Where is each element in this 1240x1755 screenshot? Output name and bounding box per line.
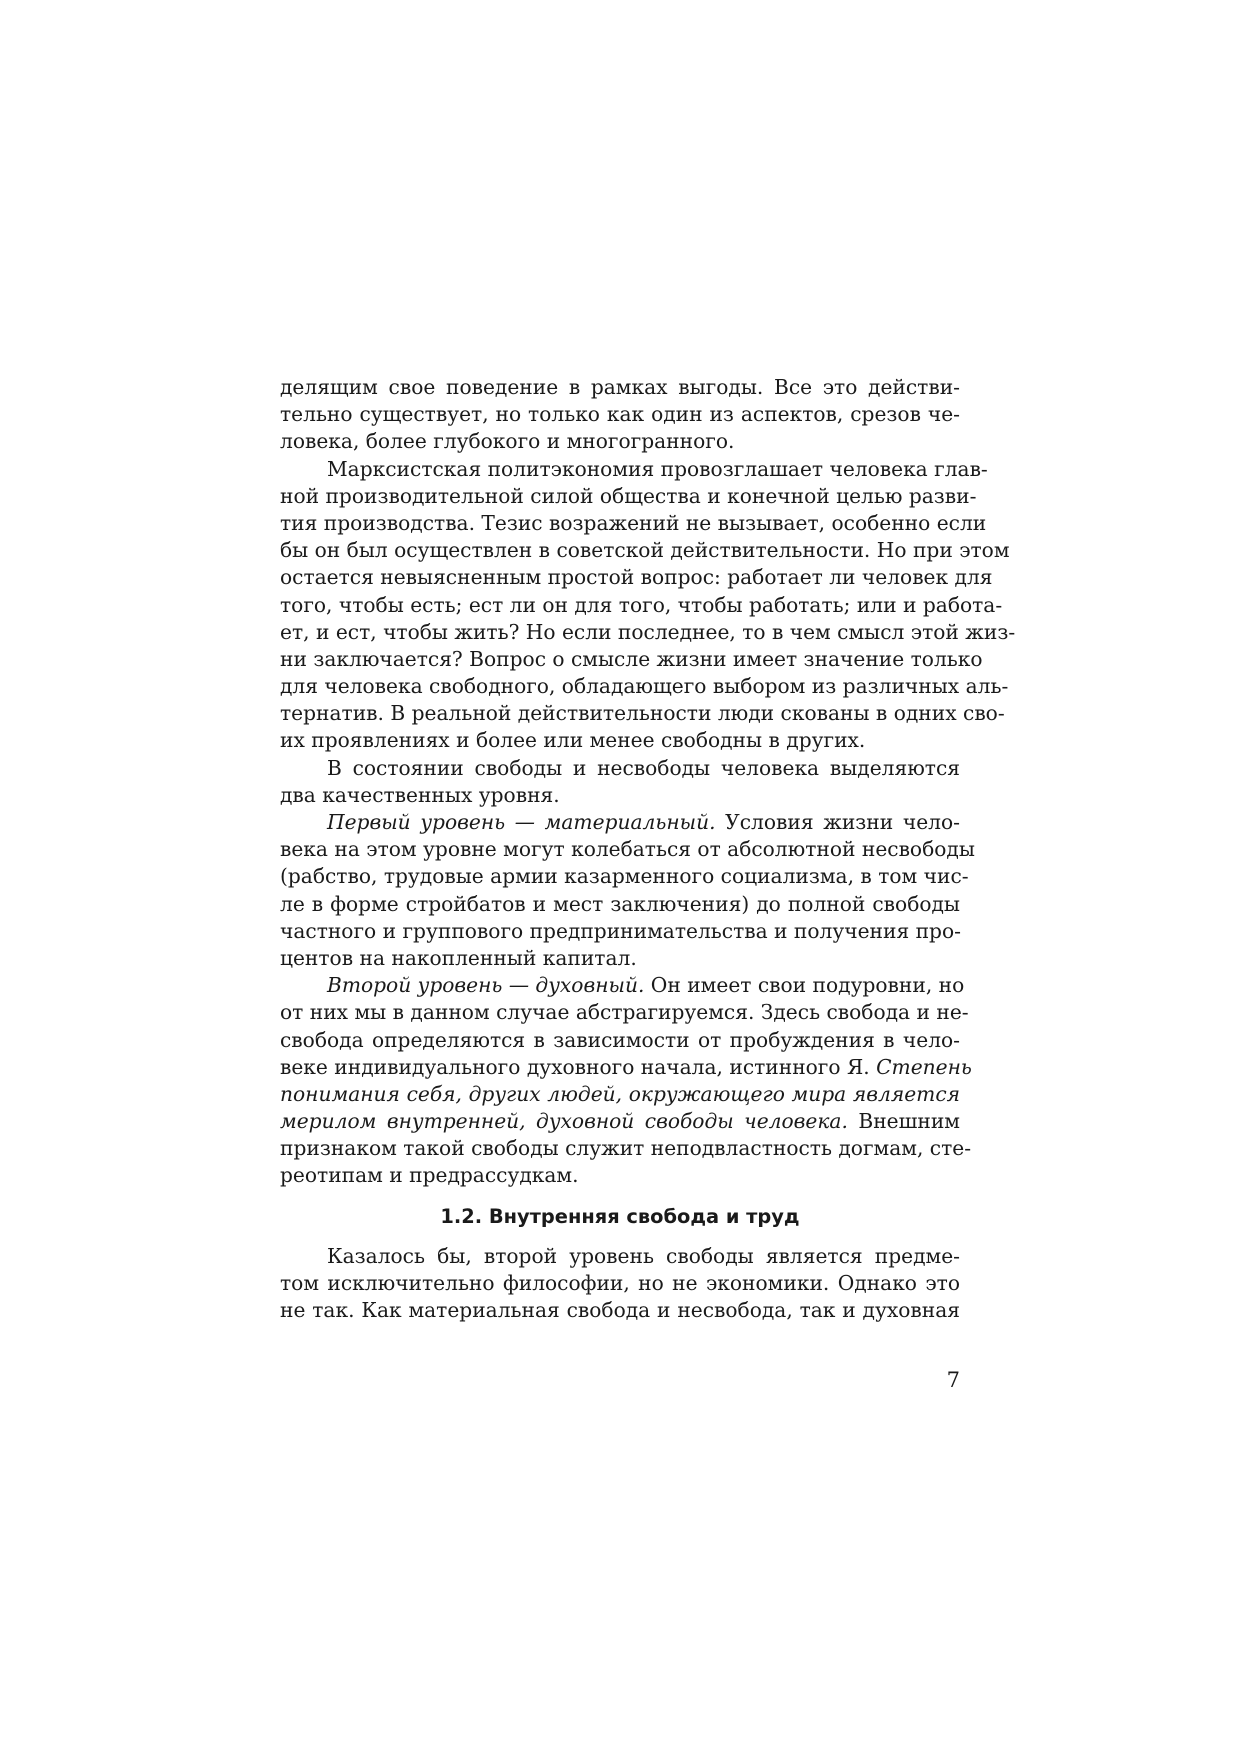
line-text: (рабство, трудовые армии казарменного социализма, в том чис- bbox=[280, 864, 969, 889]
text-line bbox=[280, 891, 960, 918]
line-text: их проявлениях и более или менее свободны в других. bbox=[280, 728, 866, 753]
text-line bbox=[280, 619, 1016, 646]
line-text: ной производительной силой общества и конечной целью разви- bbox=[280, 483, 977, 508]
text-line bbox=[280, 401, 960, 428]
line-text: тернатив. В реальной действительности люди скованы в одних сво- bbox=[280, 701, 1005, 726]
line-text: делящим свое поведение в рамках выгоды. Все это действи- bbox=[280, 375, 960, 399]
line-text: два качественных уровня. bbox=[280, 782, 560, 807]
text-line bbox=[280, 1108, 960, 1135]
line-text: реотипам и предрассудкам. bbox=[280, 1163, 579, 1188]
text-line bbox=[280, 428, 960, 455]
text-line bbox=[280, 727, 960, 754]
text-line bbox=[280, 374, 960, 401]
line-text: для человека свободного, обладающего выбором из различных аль- bbox=[280, 674, 1009, 699]
text-line bbox=[280, 945, 960, 972]
line-text: Условия жизни чело- bbox=[715, 810, 960, 834]
line-text: центов на накопленный капитал. bbox=[280, 945, 637, 970]
text-line bbox=[280, 972, 965, 999]
line-text: тия производства. Тезис возражений не вызывает, особенно если bbox=[280, 510, 987, 535]
text-line bbox=[280, 456, 988, 483]
text-line bbox=[280, 1243, 960, 1270]
line-text: ет, и ест, чтобы жить? Но если последнее, то в чем смысл этой жиз- bbox=[280, 619, 1016, 644]
text-line bbox=[280, 1081, 960, 1108]
line-text: частного и группового предпринимательства и получения про- bbox=[280, 918, 961, 943]
italic-text: Степень bbox=[869, 1054, 972, 1079]
text-line bbox=[280, 537, 1010, 564]
line-text: ловека, более глубокого и многогранного. bbox=[280, 429, 735, 454]
text-line bbox=[280, 592, 1003, 619]
text-line bbox=[280, 1270, 960, 1297]
text-line bbox=[280, 673, 1009, 700]
text-line bbox=[280, 483, 977, 510]
line-text: того, чтобы есть; ест ли он для того, чтобы работать; или и работа- bbox=[280, 592, 1003, 617]
line-text: веке индивидуального духовного начала, истинного Я. bbox=[280, 1054, 870, 1079]
line-text: Казалось бы, второй уровень свободы является предме- bbox=[327, 1243, 960, 1268]
line-text: Он имеет свои подуровни, но bbox=[644, 973, 965, 998]
line-text: остается невыясненным простой вопрос: работает ли человек для bbox=[280, 565, 993, 590]
line-text: Марксистская политэкономия провозглашает человека глав- bbox=[327, 456, 988, 481]
text-line bbox=[280, 918, 960, 945]
text-line bbox=[280, 1135, 972, 1162]
line-text: от них мы в данном случае абстрагируемся. Здесь свобода и не- bbox=[280, 1000, 969, 1025]
line-text: признаком такой свободы служит неподвластность догмам, сте- bbox=[280, 1136, 972, 1161]
line-text: тельно существует, но только как один из аспектов, срезов че- bbox=[280, 402, 960, 427]
line-text: бы он был осуществлен в советской действительности. Но при этом bbox=[280, 538, 1010, 563]
line-text: свобода определяются в зависимости от пробуждения в чело- bbox=[280, 1027, 960, 1052]
italic-text: Первый уровень — материальный. bbox=[327, 810, 716, 834]
line-text: том исключительно философии, но не экономики. Однако это bbox=[280, 1271, 960, 1295]
section-heading: 1.2. Внутренняя свобода и труд bbox=[440, 1204, 800, 1228]
line-text: века на этом уровне могут колебаться от абсолютной несвободы bbox=[280, 837, 975, 862]
line-text: Внешним bbox=[847, 1109, 960, 1134]
text-line bbox=[280, 564, 993, 591]
text-line bbox=[280, 1162, 960, 1189]
text-line bbox=[280, 510, 987, 537]
italic-text: мерилом внутренней, духовной свободы человека. bbox=[280, 1109, 848, 1134]
text-line bbox=[280, 782, 960, 809]
line-text: В состоянии свободы и несвободы человека выделяются bbox=[327, 755, 960, 780]
italic-text: понимания себя, других людей, окружающего мира является bbox=[280, 1081, 960, 1106]
line-text: ни заключается? Вопрос о смысле жизни имеет значение только bbox=[280, 646, 983, 671]
text-line bbox=[280, 1054, 972, 1081]
text-line bbox=[280, 700, 1005, 727]
italic-text: Второй уровень — духовный. bbox=[327, 973, 645, 998]
text-line bbox=[280, 646, 983, 673]
line-text: ле в форме стройбатов и мест заключения) до полной свободы bbox=[280, 891, 960, 916]
text-line bbox=[280, 1297, 960, 1324]
text-line bbox=[280, 999, 969, 1026]
text-line bbox=[280, 1027, 960, 1054]
body-text bbox=[280, 374, 1016, 1324]
text-line bbox=[280, 809, 960, 836]
text-line bbox=[280, 836, 975, 863]
text-line bbox=[280, 863, 969, 890]
line-text: не так. Как материальная свобода и несвобода, так и духовная bbox=[280, 1298, 960, 1323]
text-line bbox=[280, 755, 960, 782]
page-number: 7 bbox=[946, 1368, 960, 1392]
